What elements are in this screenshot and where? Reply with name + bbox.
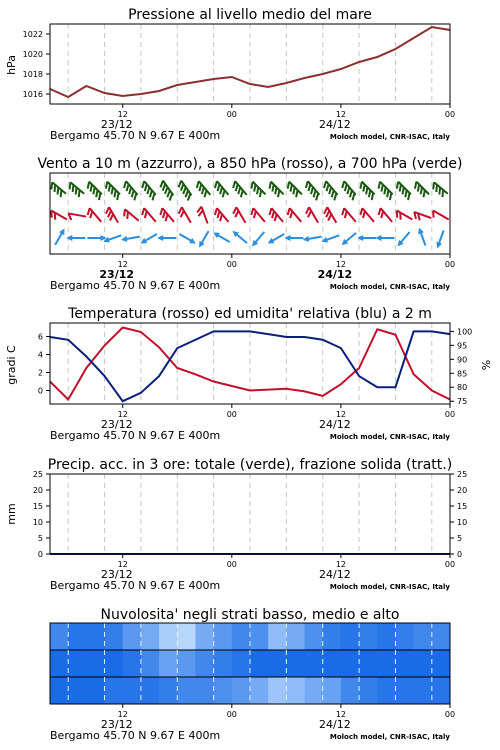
cloud-cell — [214, 677, 233, 705]
cloud-cell — [123, 677, 142, 705]
wind-barb — [322, 207, 336, 226]
x-tick-label: 00 — [444, 560, 456, 569]
wind-barb — [394, 211, 413, 225]
wind-barb — [430, 211, 449, 225]
location-label: Bergamo 45.70 N 9.67 E 400m — [50, 429, 221, 442]
cloud-cell — [105, 623, 124, 651]
date-label: 23/12 — [100, 568, 133, 581]
cloud-cell — [141, 677, 160, 705]
wind-arrowhead — [320, 237, 328, 245]
y-tick-label: 6 — [37, 332, 43, 342]
wind-barb — [212, 208, 228, 226]
y-tick-label-right: 20 — [457, 486, 468, 495]
wind-barb — [320, 232, 340, 244]
date-label: 24/12 — [319, 118, 351, 131]
y-tick-label-right: 25 — [457, 470, 468, 479]
wind-barb — [303, 181, 320, 200]
cloud-cell — [250, 650, 269, 678]
x-tick-label: 12 — [335, 110, 347, 119]
cloud-cell — [68, 677, 87, 705]
wind-barb-shaft — [309, 207, 318, 223]
cloud-cell — [359, 677, 378, 705]
date-label: 23/12 — [100, 418, 133, 431]
cloud-cell — [250, 623, 269, 651]
cloud-cell — [359, 650, 378, 678]
y-tick-label: 1016 — [22, 90, 43, 99]
x-tick-label: 00 — [226, 410, 237, 419]
wind-barb — [267, 182, 284, 199]
wind-title: Vento a 10 m (azzurro), a 850 hPa (rosso), a 700 hPa (verde) — [37, 156, 463, 172]
x-tick-label: 00 — [444, 260, 456, 269]
y-tick-label: 1018 — [22, 70, 43, 79]
cloud-cell — [377, 677, 396, 705]
wind-barb — [121, 209, 139, 225]
wind-barb — [87, 235, 106, 241]
wind-barb — [340, 181, 357, 200]
cloud-cell — [50, 650, 69, 678]
credit-label: Moloch model, CNR-ISAC, Italy — [329, 133, 450, 141]
y-tick-label-right: 95 — [457, 341, 468, 351]
wind-barb — [249, 208, 265, 226]
y-tick-label-right: 10 — [457, 518, 468, 527]
location-label: Bergamo 45.70 N 9.67 E 400m — [50, 279, 221, 292]
y-tick-label-right: 0 — [457, 550, 463, 559]
x-tick-label: 12 — [117, 260, 128, 269]
cloud-cell — [268, 650, 287, 678]
cloud-cell — [177, 623, 196, 651]
wind-barb — [358, 182, 376, 200]
date-label: 24/12 — [319, 568, 351, 581]
wind-barb — [376, 208, 392, 226]
x-tick-label: 00 — [226, 110, 237, 119]
date-label: 23/12 — [100, 118, 133, 131]
credit-label: Moloch model, CNR-ISAC, Italy — [329, 283, 450, 291]
wind-arrowhead — [357, 235, 363, 241]
y-tick-label: 1020 — [22, 50, 43, 59]
wind-barb — [67, 213, 86, 222]
wind-barb — [196, 230, 211, 249]
wind-barb — [212, 181, 228, 199]
cloud-cell — [232, 650, 251, 678]
cloud-cell — [305, 650, 324, 678]
wind-barb — [376, 182, 394, 200]
cloud-cell — [286, 650, 305, 678]
wind-barb-shaft — [182, 207, 191, 223]
wind-arrowhead — [212, 230, 220, 238]
wind-barb — [267, 208, 283, 226]
cloud-cell — [414, 677, 433, 705]
wind-barb — [412, 212, 431, 224]
wind-arrowhead — [139, 238, 147, 246]
wind-barb — [394, 182, 412, 200]
cloud-cell — [341, 677, 360, 705]
pressure-ylabel: hPa — [5, 55, 18, 75]
wind-arrowhead — [302, 236, 309, 243]
x-tick-label: 12 — [117, 410, 128, 419]
wind-barb — [231, 181, 247, 199]
cloud-cell — [50, 677, 69, 705]
credit-label: Moloch model, CNR-ISAC, Italy — [329, 433, 450, 441]
wind-arrowhead — [375, 235, 381, 241]
cloud-cell — [250, 677, 269, 705]
wind-arrowhead — [284, 235, 290, 241]
x-tick-label: 00 — [226, 260, 237, 269]
cloud-cell — [123, 623, 142, 651]
cloud-cell — [86, 623, 105, 651]
wind-barb — [375, 235, 394, 241]
wind-barb — [178, 231, 197, 246]
wind-barb — [66, 235, 85, 241]
wind-barb — [416, 227, 428, 247]
wind-arrowhead — [434, 242, 442, 250]
precip-ylabel: mm — [5, 503, 18, 525]
x-tick-label: 00 — [444, 110, 456, 119]
date-label: 24/12 — [319, 418, 351, 431]
cloud-cell — [286, 623, 305, 651]
cloud-cell — [214, 623, 233, 651]
cloud-cell — [432, 623, 451, 651]
cloud-cell — [105, 677, 124, 705]
y-tick-label: 20 — [32, 486, 43, 495]
y-tick-label-right: 75 — [457, 397, 468, 407]
y-tick-label: 15 — [32, 502, 43, 511]
y-tick-label: 0 — [37, 386, 43, 396]
pressure-title: Pressione al livello medio del mare — [128, 7, 372, 23]
cloud-cell — [123, 650, 142, 678]
wind-barb — [176, 181, 192, 201]
wind-barb — [395, 230, 412, 248]
cloud-cell — [195, 623, 214, 651]
y-tick-label: 2 — [37, 368, 43, 378]
wind-barb — [121, 181, 138, 200]
wind-barb-shaft — [236, 207, 245, 223]
cloud-cell — [432, 677, 451, 705]
wind-barb — [85, 208, 101, 226]
y-tick-label-right: 85 — [457, 369, 468, 379]
cloud-cell — [177, 650, 196, 678]
wind-arrowhead — [66, 235, 72, 241]
x-tick-label: 00 — [444, 410, 456, 419]
cloud-cell — [305, 623, 324, 651]
y-tick-label-right: 80 — [457, 383, 468, 393]
wind-barb — [140, 208, 156, 226]
wind-barb-shaft — [414, 212, 431, 218]
cloud-cell — [377, 623, 396, 651]
wind-arrowhead — [59, 227, 67, 235]
cloud-cell — [141, 623, 160, 651]
cloud-cell — [395, 650, 414, 678]
wind-arrowhead — [416, 227, 424, 235]
y-tick-label: 4 — [37, 350, 43, 360]
y-tick-label-right: 15 — [457, 502, 468, 511]
wind-barb — [231, 207, 245, 226]
wind-barb — [434, 229, 446, 249]
wind-arrowhead — [266, 238, 274, 246]
x-tick-label: 12 — [117, 110, 128, 119]
x-tick-label: 00 — [226, 560, 237, 569]
cloud-cell — [268, 677, 287, 705]
wind-barb — [158, 181, 174, 201]
cloud-cell — [159, 677, 178, 705]
x-tick-label: 12 — [335, 260, 347, 269]
wind-barb — [194, 181, 210, 199]
location-label: Bergamo 45.70 N 9.67 E 400m — [50, 579, 221, 592]
date-label: 24/12 — [317, 268, 353, 281]
cloud-cell — [323, 650, 342, 678]
cloud-cell — [50, 623, 69, 651]
x-tick-label: 12 — [117, 560, 128, 569]
y-tick-label: 0 — [37, 550, 43, 559]
x-tick-label: 00 — [444, 710, 456, 719]
cloud-cell — [323, 623, 342, 651]
wind-barb — [250, 230, 267, 248]
cloud-cell — [159, 623, 178, 651]
wind-arrowhead — [189, 238, 197, 246]
cloud-cell — [268, 623, 287, 651]
wind-barb — [231, 229, 249, 246]
wind-barb — [412, 182, 429, 199]
wind-barb — [140, 181, 157, 200]
cloud-cell — [68, 650, 87, 678]
wind-barb — [304, 207, 318, 226]
wind-barb — [248, 182, 265, 199]
cloud-cell — [395, 677, 414, 705]
cloud-cell — [159, 650, 178, 678]
humidity-ylabel: % — [480, 359, 493, 371]
cloud-cell — [141, 650, 160, 678]
precip-title: Precip. acc. in 3 ore: totale (verde), frazione solida (tratt.) — [47, 457, 453, 473]
date-label: 24/12 — [319, 718, 351, 731]
wind-barb-shaft — [433, 211, 449, 220]
y-tick-label: 1022 — [22, 30, 43, 39]
wind-barb — [284, 235, 303, 241]
wind-barb — [104, 207, 118, 226]
wind-barb — [103, 182, 121, 200]
y-tick-label: 5 — [37, 534, 43, 543]
cloud-cell — [395, 623, 414, 651]
date-label: 23/12 — [99, 268, 135, 281]
cloud-cell — [341, 650, 360, 678]
wind-barb — [196, 207, 208, 226]
wind-barb — [358, 208, 374, 226]
cloud-cell — [286, 677, 305, 705]
cloud-cell — [323, 677, 342, 705]
cloud-title: Nuvolosita' negli strati basso, medio e alto — [100, 607, 400, 623]
cloud-cell — [195, 677, 214, 705]
location-label: Bergamo 45.70 N 9.67 E 400m — [50, 129, 221, 142]
cloud-cell — [86, 677, 105, 705]
temperature-title: Temperatura (rosso) ed umidita' relativa (blu) a 2 m — [68, 306, 432, 322]
wind-barb — [85, 182, 103, 200]
y-tick-label-right: 90 — [457, 355, 468, 365]
wind-barb — [285, 208, 301, 226]
wind-barb — [48, 211, 67, 225]
wind-barb — [157, 235, 176, 241]
cloud-cell — [68, 623, 87, 651]
wind-arrowhead — [120, 236, 127, 243]
wind-barb-shaft — [201, 207, 207, 224]
wind-barb — [285, 182, 302, 199]
wind-barb — [321, 181, 338, 200]
credit-label: Moloch model, CNR-ISAC, Italy — [329, 733, 450, 741]
date-label: 23/12 — [100, 718, 133, 731]
wind-barb-shaft — [68, 213, 86, 216]
x-tick-label: 12 — [335, 410, 347, 419]
cloud-cell — [414, 650, 433, 678]
location-label: Bergamo 45.70 N 9.67 E 400m — [50, 729, 221, 742]
wind-barb — [52, 227, 67, 246]
wind-barb — [67, 182, 85, 198]
wind-barb — [430, 182, 448, 198]
y-tick-label: 10 — [32, 518, 43, 527]
cloud-cell — [232, 623, 251, 651]
wind-barb — [158, 208, 174, 226]
cloud-cell — [341, 623, 360, 651]
wind-arrowhead — [196, 241, 204, 249]
y-tick-label-right: 100 — [457, 327, 473, 337]
wind-barb — [48, 182, 66, 198]
wind-barb — [120, 234, 140, 243]
wind-arrowhead — [157, 235, 163, 241]
wind-barb-shaft — [397, 211, 413, 220]
cloud-cell — [305, 677, 324, 705]
x-tick-label: 00 — [226, 710, 237, 719]
cloud-cell — [414, 623, 433, 651]
credit-label: Moloch model, CNR-ISAC, Italy — [329, 583, 450, 591]
cloud-cell — [232, 677, 251, 705]
wind-barb — [177, 207, 191, 226]
y-tick-label: 25 — [32, 470, 43, 479]
cloud-cell — [105, 650, 124, 678]
wind-barb — [302, 234, 322, 243]
cloud-cell — [377, 650, 396, 678]
x-tick-label: 12 — [335, 710, 347, 719]
wind-barb — [340, 208, 356, 226]
cloud-cell — [86, 650, 105, 678]
y-tick-label-right: 5 — [457, 534, 463, 543]
wind-barb — [357, 235, 376, 241]
wind-barb — [340, 231, 358, 248]
cloud-cell — [359, 623, 378, 651]
x-tick-label: 12 — [117, 710, 128, 719]
cloud-cell — [432, 650, 451, 678]
wind-barb — [212, 230, 231, 245]
wind-barb — [266, 231, 285, 246]
wind-barb-shaft — [51, 211, 67, 220]
wind-barb — [139, 231, 158, 246]
cloud-cell — [214, 650, 233, 678]
temperature-ylabel: gradi C — [5, 345, 18, 385]
x-tick-label: 12 — [335, 560, 347, 569]
cloud-cell — [177, 677, 196, 705]
cloud-cell — [195, 650, 214, 678]
